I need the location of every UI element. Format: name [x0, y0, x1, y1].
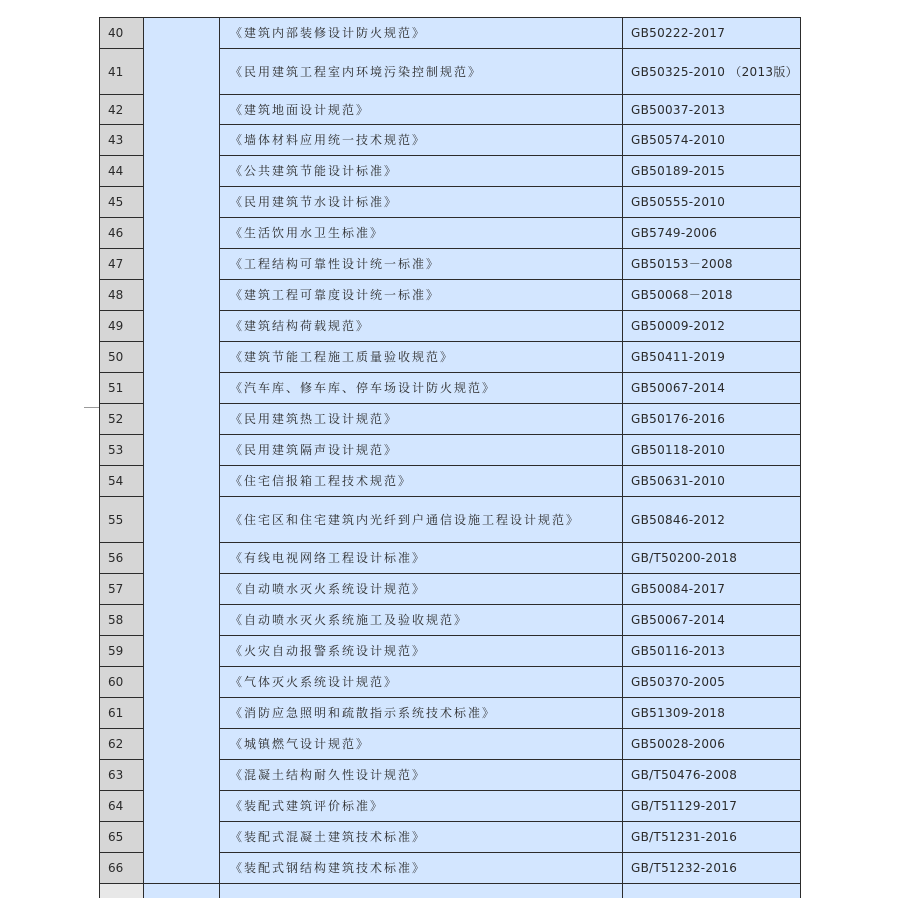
- standard-code: GB50574-2010: [623, 125, 801, 156]
- partial-number-cell: [100, 884, 144, 898]
- row-number: 59: [100, 636, 144, 667]
- standard-code: GB50118-2010: [623, 435, 801, 466]
- table-row-partial: [100, 884, 801, 898]
- partial-code-cell: [623, 884, 801, 898]
- standard-code: GB50846-2012: [623, 497, 801, 543]
- standard-code: GB50631-2010: [623, 466, 801, 497]
- standard-title: 《建筑节能工程施工质量验收规范》: [220, 342, 623, 373]
- row-number: 58: [100, 605, 144, 636]
- standard-title: 《自动喷水灭火系统设计规范》: [220, 574, 623, 605]
- standard-code: GB/T50200-2018: [623, 543, 801, 574]
- standards-table-body: [100, 18, 801, 898]
- category-cell: [144, 18, 220, 884]
- standard-code: GB50068－2018: [623, 280, 801, 311]
- table-row: [100, 18, 801, 49]
- row-number: 66: [100, 853, 144, 884]
- row-number: 63: [100, 760, 144, 791]
- standard-title: 《建筑内部装修设计防火规范》: [220, 18, 623, 49]
- row-number: 47: [100, 249, 144, 280]
- partial-title-cell: [220, 884, 623, 898]
- standard-title: 《混凝土结构耐久性设计规范》: [220, 760, 623, 791]
- standard-code: GB5749-2006: [623, 218, 801, 249]
- row-number: 42: [100, 95, 144, 125]
- standard-title: 《民用建筑节水设计标准》: [220, 187, 623, 218]
- standards-table: [99, 17, 801, 898]
- standard-title: 《火灾自动报警系统设计规范》: [220, 636, 623, 667]
- standard-code: GB50176-2016: [623, 404, 801, 435]
- standard-title: 《城镇燃气设计规范》: [220, 729, 623, 760]
- row-number: 61: [100, 698, 144, 729]
- standard-code: GB/T51231-2016: [623, 822, 801, 853]
- row-number: 60: [100, 667, 144, 698]
- row-number: 49: [100, 311, 144, 342]
- standard-title: 《汽车库、修车库、停车场设计防火规范》: [220, 373, 623, 404]
- row-number: 40: [100, 18, 144, 49]
- row-number: 53: [100, 435, 144, 466]
- standard-title: 《公共建筑节能设计标准》: [220, 156, 623, 187]
- standard-title: 《工程结构可靠性设计统一标准》: [220, 249, 623, 280]
- standard-code: GB50153－2008: [623, 249, 801, 280]
- standard-title: 《民用建筑隔声设计规范》: [220, 435, 623, 466]
- row-number: 44: [100, 156, 144, 187]
- standard-title: 《自动喷水灭火系统施工及验收规范》: [220, 605, 623, 636]
- standard-code: GB50555-2010: [623, 187, 801, 218]
- standard-code: GB/T51129-2017: [623, 791, 801, 822]
- stray-line-mark: [84, 407, 100, 408]
- standard-title: 《建筑地面设计规范》: [220, 95, 623, 125]
- standard-code: GB50084-2017: [623, 574, 801, 605]
- row-number: 41: [100, 49, 144, 95]
- standard-title: 《建筑工程可靠度设计统一标准》: [220, 280, 623, 311]
- standard-code: GB50067-2014: [623, 373, 801, 404]
- row-number: 56: [100, 543, 144, 574]
- standard-title: 《住宅区和住宅建筑内光纤到户通信设施工程设计规范》: [220, 497, 623, 543]
- standard-title: 《墙体材料应用统一技术规范》: [220, 125, 623, 156]
- row-number: 55: [100, 497, 144, 543]
- row-number: 57: [100, 574, 144, 605]
- row-number: 62: [100, 729, 144, 760]
- row-number: 65: [100, 822, 144, 853]
- row-number: 50: [100, 342, 144, 373]
- row-number: 46: [100, 218, 144, 249]
- standard-code: GB50037-2013: [623, 95, 801, 125]
- standard-title: 《消防应急照明和疏散指示系统技术标准》: [220, 698, 623, 729]
- standard-code: GB50222-2017: [623, 18, 801, 49]
- standard-code: GB50067-2014: [623, 605, 801, 636]
- standard-code: GB50411-2019: [623, 342, 801, 373]
- standard-title: 《装配式建筑评价标准》: [220, 791, 623, 822]
- standard-title: 《装配式混凝土建筑技术标准》: [220, 822, 623, 853]
- standard-code: GB51309-2018: [623, 698, 801, 729]
- standard-title: 《生活饮用水卫生标准》: [220, 218, 623, 249]
- standard-title: 《气体灭火系统设计规范》: [220, 667, 623, 698]
- row-number: 48: [100, 280, 144, 311]
- standard-code: GB/T50476-2008: [623, 760, 801, 791]
- standard-title: 《建筑结构荷载规范》: [220, 311, 623, 342]
- row-number: 54: [100, 466, 144, 497]
- standard-code: GB50028-2006: [623, 729, 801, 760]
- standard-code: GB50009-2012: [623, 311, 801, 342]
- row-number: 64: [100, 791, 144, 822]
- standard-code: GB/T51232-2016: [623, 853, 801, 884]
- standard-code: GB50116-2013: [623, 636, 801, 667]
- standard-title: 《装配式钢结构建筑技术标准》: [220, 853, 623, 884]
- row-number: 52: [100, 404, 144, 435]
- standard-title: 《有线电视网络工程设计标准》: [220, 543, 623, 574]
- row-number: 45: [100, 187, 144, 218]
- standard-code: GB50325-2010 （2013版）: [623, 49, 801, 95]
- row-number: 51: [100, 373, 144, 404]
- standard-title: 《民用建筑工程室内环境污染控制规范》: [220, 49, 623, 95]
- row-number: 43: [100, 125, 144, 156]
- standard-code: GB50189-2015: [623, 156, 801, 187]
- standard-code: GB50370-2005: [623, 667, 801, 698]
- partial-category-cell: [144, 884, 220, 898]
- standard-title: 《住宅信报箱工程技术规范》: [220, 466, 623, 497]
- standard-title: 《民用建筑热工设计规范》: [220, 404, 623, 435]
